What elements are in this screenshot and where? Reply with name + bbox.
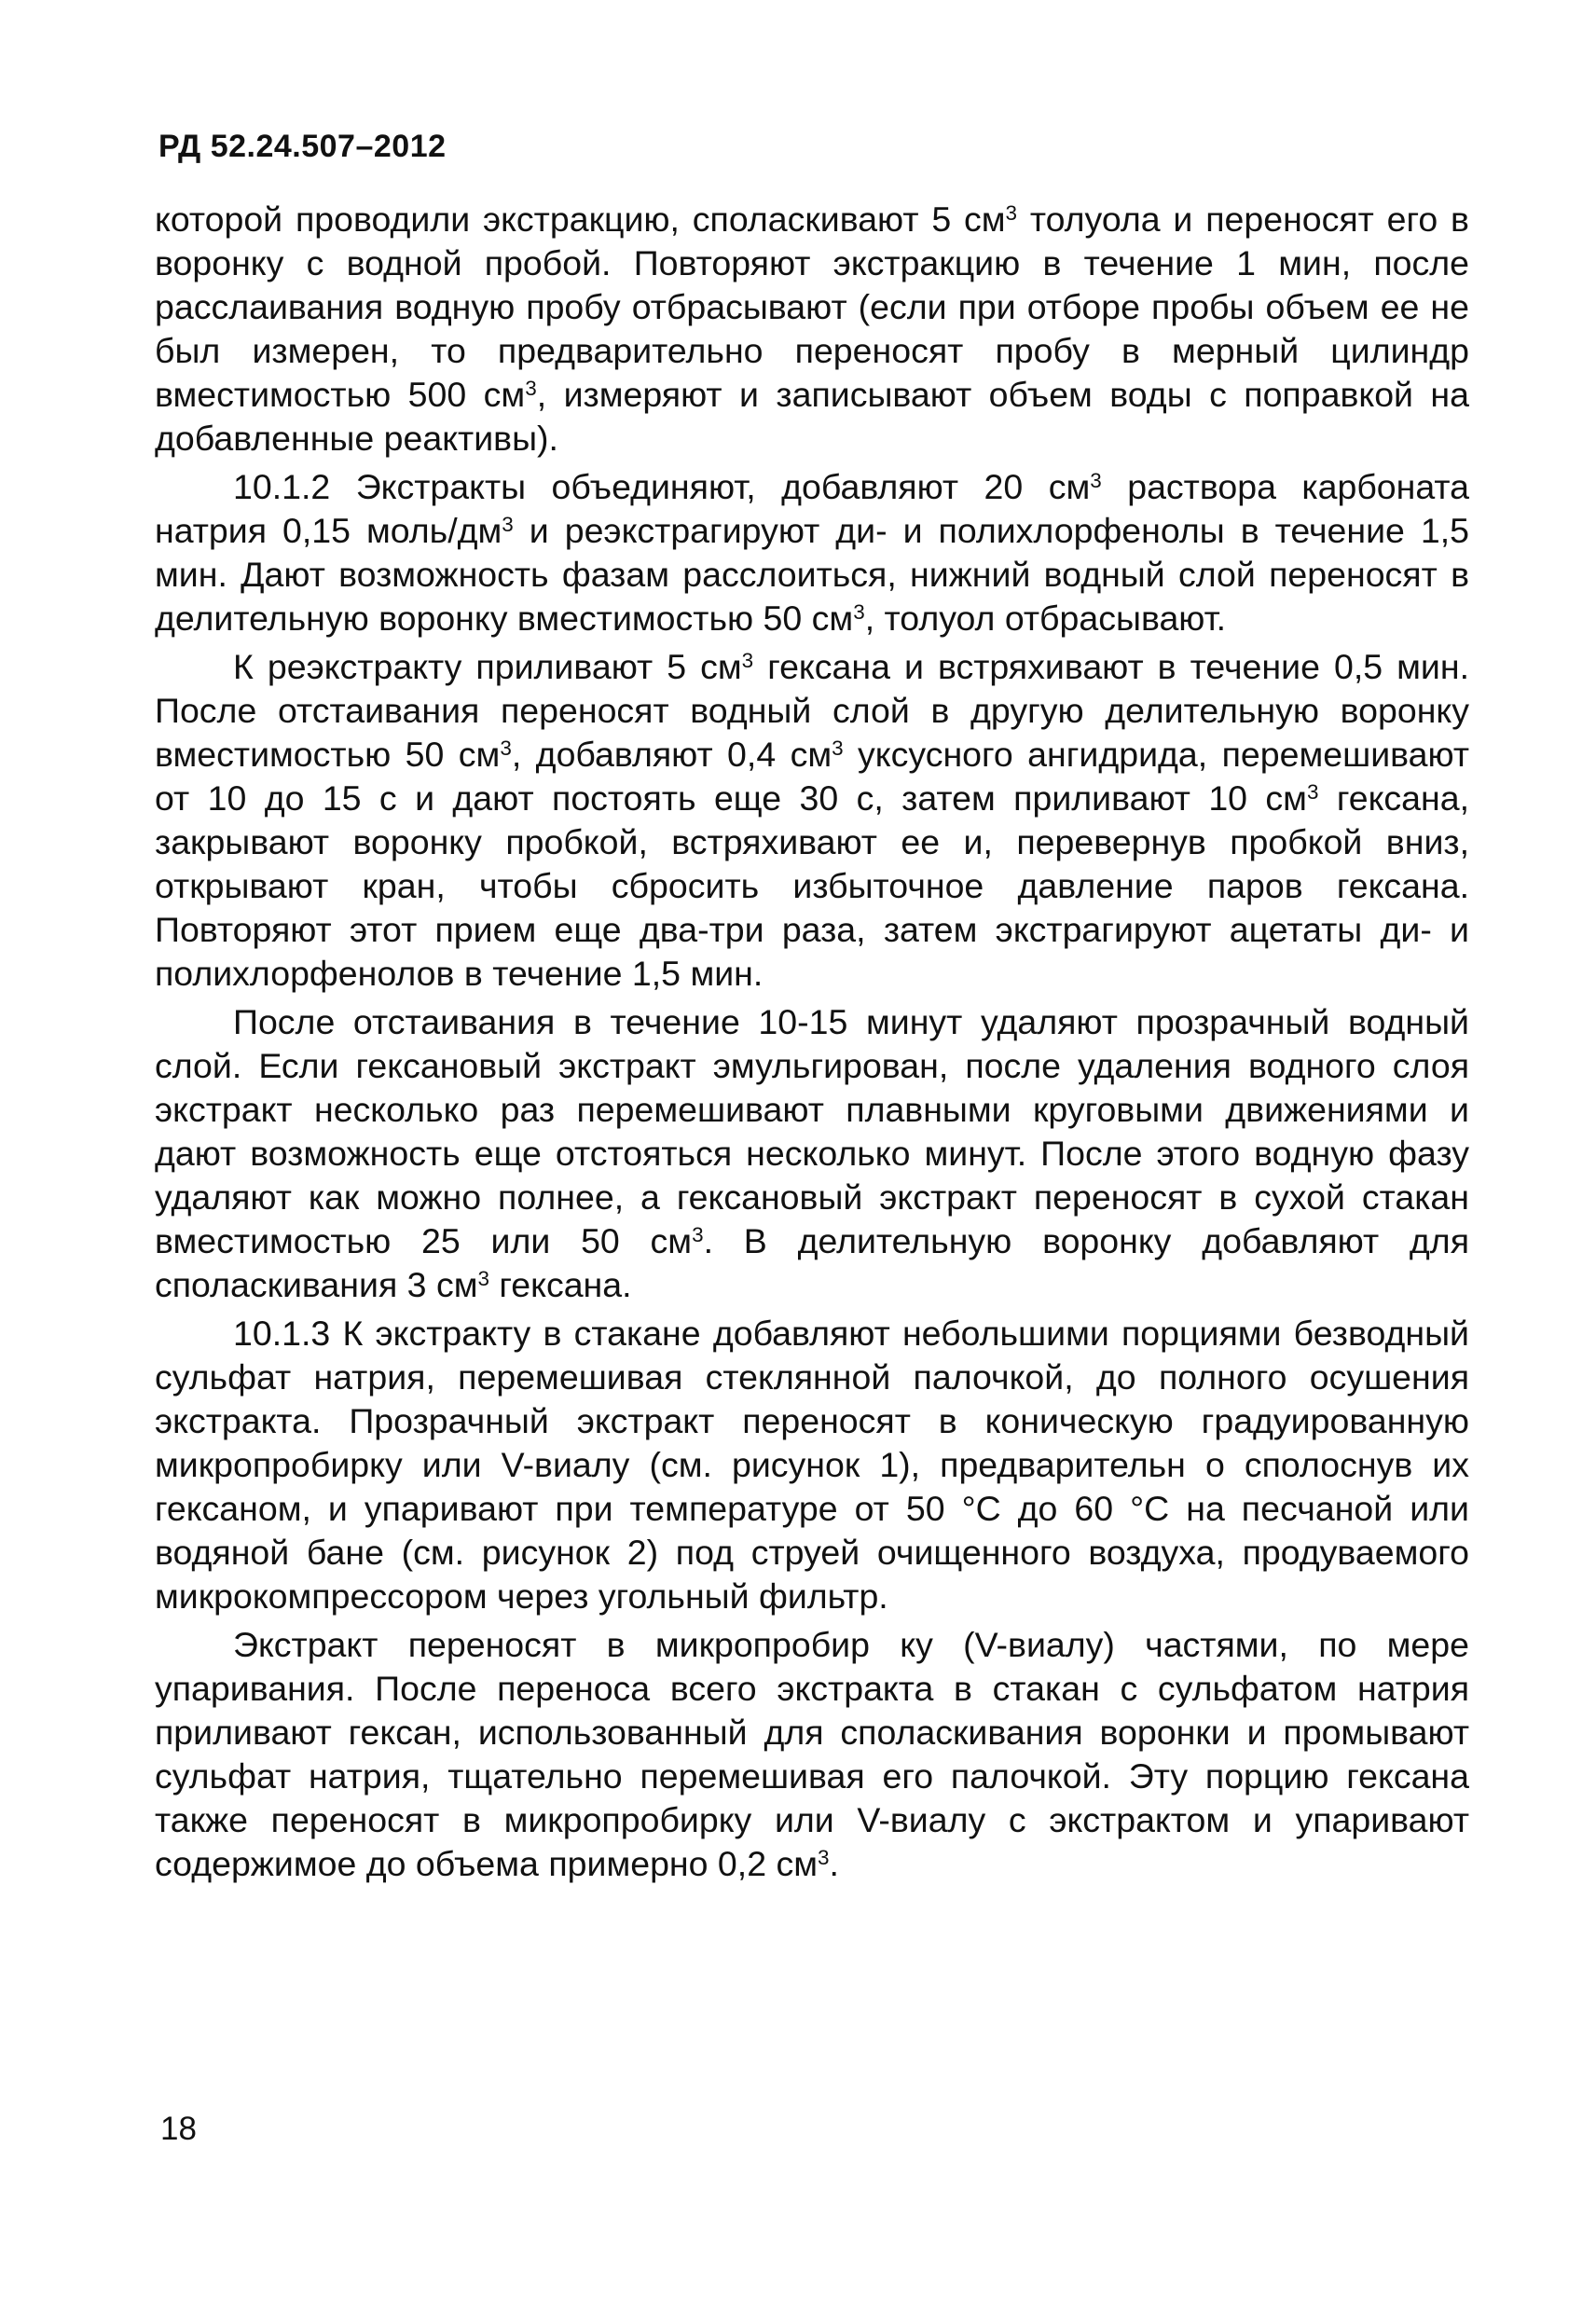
- superscript: 3: [477, 1266, 489, 1290]
- text-run: 10.1.3 К экстракту в стакане добавляют небольшими порциями безводный сульфат натрия, перемешивая стеклянной палочкой, до полного осушения экстракта. Прозрачный экстракт переносят в коническую градуированную микропробирку или V-виалу (см. рисунок 1), предварительн о сполоснув их гексаном, и упаривают при температуре от 50 °С до 60 °С на песчаной или водяной бане (см. рисунок 2) под струей очищенного воздуха, продуваемого микрокомпрессором через угольный фильтр.: [155, 1314, 1469, 1616]
- text-run: уксусного ангидрида, перемешивают от 10 до 15 с и дают постоять еще 30 с, затем приливают 10 см: [155, 735, 1469, 818]
- text-run: , толуол отбрасывают.: [864, 599, 1227, 638]
- text-run: гексана.: [489, 1265, 632, 1304]
- paragraph-p6: [155, 1623, 1469, 1886]
- text-run: , добавляют 0,4 см: [511, 735, 832, 774]
- text-run: которой проводили экстракцию, споласкивают 5 см: [155, 200, 1006, 239]
- text-run: Экстракт переносят в микропробир ку (V-виалу) частями, по мере упаривания. После переноса всего экстракта в стакан с сульфатом натрия приливают гексан, использованный для споласкивания воронки и промывают сульфат натрия, тщательно перемешивая его палочкой. Эту порцию гексана также переносят в микропробирку или V-виалу с экстрактом и упаривают содержимое до объема примерно 0,2 см: [155, 1625, 1469, 1883]
- text-run: К реэкстракту приливают 5 см: [233, 647, 742, 686]
- paragraph-p1: [155, 198, 1469, 461]
- superscript: 3: [1306, 779, 1319, 804]
- text-run: 10.1.2 Экстракты объединяют, добавляют 20 см: [233, 467, 1091, 506]
- superscript: 3: [741, 648, 754, 672]
- text-run: гексана и встряхивают в течение 0,5 мин. После отстаивания переносят водный слой в другую делительную воронку вместимостью 50 см: [155, 647, 1469, 774]
- text-run: раствора карбоната натрия 0,15 моль/дм: [155, 467, 1470, 550]
- superscript: 3: [1005, 200, 1018, 225]
- text-run: толуола и переносят его в воронку с водной пробой. Повторяют экстракцию в течение 1 мин, после расслаивания водную пробу отбрасывают (если при отборе пробы объем ее не был измерен, то предварительно переносят пробу в мерный цилиндр вместимостью 500 см: [155, 200, 1469, 414]
- superscript: 3: [832, 736, 844, 760]
- page-number: 18: [160, 2111, 197, 2147]
- text-run: гексана, закрывают воронку пробкой, встряхивают ее и, перевернув пробкой вниз, открывают кран, чтобы сбросить избыточное давление паров гексана. Повторяют этот прием еще два-три раза, затем экстрагируют ацетаты ди- и полихлорфенолов в течение 1,5 мин.: [155, 778, 1470, 993]
- body-text: [155, 198, 1469, 1886]
- superscript: 3: [692, 1222, 704, 1246]
- superscript: 3: [818, 1845, 830, 1869]
- paragraph-p4: [155, 1000, 1469, 1307]
- document-code: РД 52.24.507–2012: [158, 129, 447, 164]
- superscript: 3: [525, 376, 537, 400]
- paragraph-p5: [155, 1312, 1469, 1618]
- text-run: . В делительную воронку добавляют для споласкивания 3 см: [155, 1221, 1469, 1304]
- superscript: 3: [853, 599, 865, 624]
- superscript: 3: [502, 512, 514, 536]
- text-run: , измеряют и записывают объем воды с поправкой на добавленные реактивы).: [155, 375, 1469, 458]
- text-run: После отстаивания в течение 10-15 минут удаляют прозрачный водный слой. Если гексановый экстракт эмульгирован, после удаления водного слоя экстракт несколько раз перемешивают плавными круговыми движениями и дают возможность еще отстояться несколько минут. После этого водную фазу удаляют как можно полнее, а гексановый экстракт переносят в сухой стакан вместимостью 25 или 50 см: [155, 1002, 1469, 1260]
- paragraph-p3: [155, 645, 1469, 996]
- text-run: .: [829, 1844, 839, 1883]
- text-run: и реэкстрагируют ди- и полихлорфенолы в течение 1,5 мин. Дают возможность фазам расслоиться, нижний водный слой переносят в делительную воронку вместимостью 50 см: [155, 511, 1469, 638]
- paragraph-p2: [155, 465, 1469, 640]
- superscript: 3: [1090, 468, 1102, 492]
- superscript: 3: [500, 736, 512, 760]
